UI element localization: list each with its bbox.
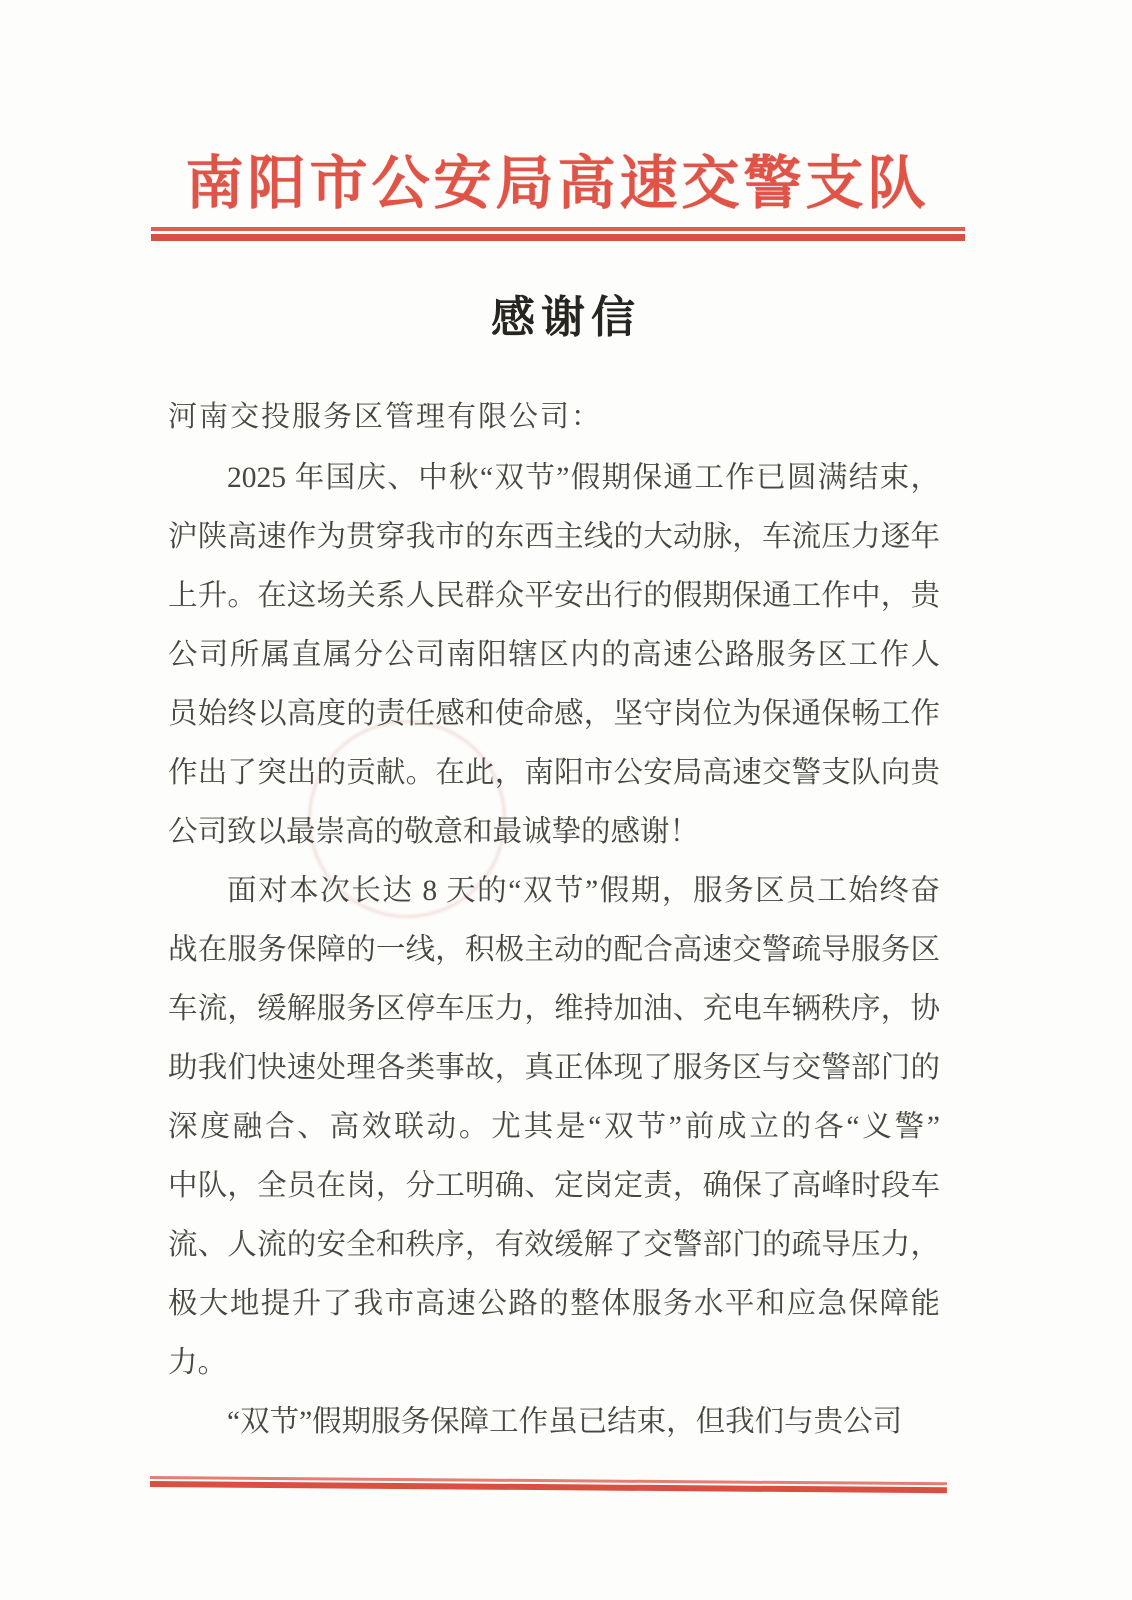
letterhead-divider-thin-line bbox=[151, 227, 965, 231]
body-line: 公司所属直属分公司南阳辖区内的高速公路服务区工作人 bbox=[168, 639, 940, 671]
body-line: 极大地提升了我市高速公路的整体服务水平和应急保障能 bbox=[168, 1288, 940, 1320]
letterhead-title: 南阳市公安局高速交警支队 bbox=[185, 151, 930, 216]
body-line: 沪陕高速作为贯穿我市的东西主线的大动脉，车流压力逐年 bbox=[168, 521, 940, 553]
body-line: 作出了突出的贡献。在此，南阳市公安局高速交警支队向贵 bbox=[168, 757, 940, 789]
letter-body bbox=[168, 449, 940, 1452]
body-line: 中队，全员在岗，分工明确、定岗定责，确保了高峰时段车 bbox=[168, 1170, 940, 1202]
body-line: 员始终以高度的责任感和使命感，坚守岗位为保通保畅工作 bbox=[168, 698, 940, 730]
letterhead-divider bbox=[151, 227, 965, 241]
body-line: 面对本次长达 8 天的“双节”假期，服务区员工始终奋 bbox=[227, 875, 940, 907]
body-line: 助我们快速处理各类事故，真正体现了服务区与交警部门的 bbox=[168, 1052, 940, 1084]
body-line: 2025 年国庆、中秋“双节”假期保通工作已圆满结束， bbox=[227, 462, 940, 494]
footer-divider bbox=[150, 1476, 947, 1493]
body-line: 力。 bbox=[168, 1347, 228, 1379]
letterhead-divider-thick-line bbox=[151, 234, 965, 241]
body-line: 战在服务保障的一线，积极主动的配合高速交警疏导服务区 bbox=[168, 934, 940, 966]
body-line: 公司致以最崇高的敬意和最诚挚的感谢！ bbox=[168, 816, 700, 848]
body-line: 车流，缓解服务区停车压力，维持加油、充电车辆秩序，协 bbox=[168, 993, 940, 1025]
salutation: 河南交投服务区管理有限公司： bbox=[168, 401, 603, 433]
body-line: 流、人流的安全和秩序，有效缓解了交警部门的疏导压力， bbox=[168, 1229, 940, 1261]
body-line: 深度融合、高效联动。尤其是“双节”前成立的各“义警” bbox=[168, 1111, 940, 1143]
body-line: “双节”假期服务保障工作虽已结束，但我们与贵公司 bbox=[227, 1406, 903, 1438]
letter-title: 感谢信 bbox=[491, 293, 641, 342]
body-line: 上升。在这场关系人民群众平安出行的假期保通工作中，贵 bbox=[168, 580, 940, 612]
